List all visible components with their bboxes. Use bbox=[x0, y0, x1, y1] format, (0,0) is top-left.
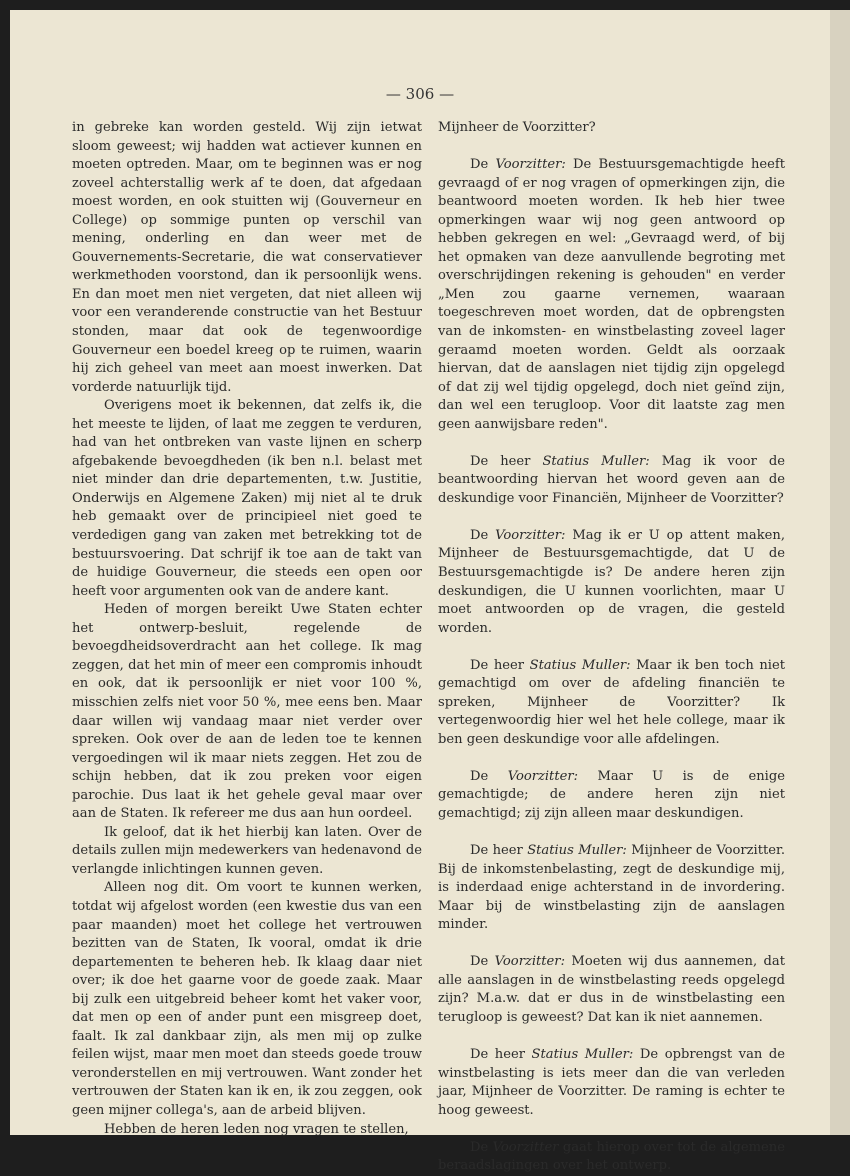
speaker-paragraph bbox=[438, 527, 785, 638]
speaker-paragraph bbox=[438, 657, 785, 750]
speaker-label: De heer bbox=[470, 843, 523, 859]
speaker-name: Statius Muller: bbox=[531, 1046, 634, 1062]
speaker-name: Statius Muller: bbox=[527, 843, 627, 859]
speaker-label: De heer bbox=[470, 453, 531, 469]
paragraph: Alleen nog dit. Om voort te kunnen werken, totdat wij afgelost worden (een kwestie dus van een paar maanden) moet het college het vertrouwen bezitten van de Staten, Ik vooral, omdat ik drie departementen te beheren heb. Ik klaag daar niet over; ik doe het gaarne voor de goede zaak. Maar bij zulk een uitgebreid beheer komt het vaker voor, dat men op een of ander punt een misgreep doet, faalt. Ik zal dankbaar zijn, als men mij op zulke feilen wijst, maar men moet dan steeds goede trouw veronderstellen en mij vertrouwen. Want zonder het vertrouwen der Staten kan ik en, ik zou zeggen, ook geen mijner collega's, aan de arbeid blijven. bbox=[72, 880, 422, 1118]
speaker-label: De bbox=[470, 527, 489, 543]
speech-text: gaat hierop over tot de algemene beraadslagingen over het ontwerp. bbox=[438, 1139, 785, 1174]
speaker-paragraph bbox=[438, 842, 785, 935]
speech-text: Moeten wij dus aannemen, dat alle aanslagen in de winstbelasting reeds opgelegd zijn? M.a.w. dat er dus in de winstbelasting een terugloop is geweest? Dat kan ik niet aannemen. bbox=[438, 954, 785, 1025]
speech-text: Mag ik er U op attent maken, Mijnheer de Bestuursgemachtigde, dat U de Bestuursgemachtigde is? De andere heren zijn deskundigen, die U kunnen voorlichten, maar U moet antwoorden op de vragen, die gesteld worden. bbox=[438, 527, 785, 636]
speaker-label: De bbox=[470, 157, 489, 173]
paragraph: Ik geloof, dat ik het hierbij kan laten. Over de details zullen mijn medewerkers van hedenavond de verlangde inlichtingen kunnen geven. bbox=[72, 824, 422, 877]
speaker-paragraph bbox=[438, 453, 785, 509]
speaker-paragraph bbox=[438, 768, 785, 824]
right-column bbox=[438, 119, 785, 1176]
speaker-name: Voorzitter: bbox=[507, 768, 578, 784]
speech-text: De opbrengst van de winstbelasting is iets meer dan die van verleden jaar, Mijnheer de Voorzitter. De raming is echter te hoog geweest. bbox=[438, 1046, 785, 1118]
document-page bbox=[10, 10, 830, 1174]
speaker-label: De bbox=[470, 768, 489, 784]
speech-text: De Bestuursgemachtigde heeft gevraagd of er nog vragen of opmerkingen zijn, die beantwoord moeten worden. Ik heb hier twee opmerkingen waar wij nog geen antwoord op hebben gekregen en wel: „Gevraagd werd, of bij het opmaken van deze aanvullende begroting met overschrijdingen rekening is gehouden" en verder „Men zou gaarne vernemen, waaraan toegeschreven moet worden, dat de opbrengsten van de inkomsten- en winstbelasting zoveel lager geraamd moeten worden. Geldt als oorzaak hiervan, dat de aanslagen niet tijdig zijn opgelegd of dat zij wel tijdig opgelegd, doch niet geïnd zijn, dan wel een terugloop. Voor dit laatste zag men geen aanwijsbare reden". bbox=[438, 157, 785, 432]
speaker-name: Voorzitter: bbox=[494, 954, 565, 970]
speaker-paragraph bbox=[438, 1139, 785, 1176]
speech-text: Mijnheer de Voorzitter. Bij de inkomstenbelasting, zegt de deskundige mij, is inderdaad enige achterstand in de invordering. Maar bij de winstbelasting zijn de aanslagen minder. bbox=[438, 843, 785, 933]
speaker-name: Statius Muller: bbox=[529, 657, 631, 673]
speaker-paragraph bbox=[438, 1046, 785, 1120]
speaker-name: Voorzitter: bbox=[495, 527, 566, 543]
page-number: — 306 — bbox=[385, 85, 455, 103]
paragraph: in gebreke kan worden gesteld. Wij zijn ietwat sloom geweest; wij hadden wat actiever kunnen en moeten optreden. Maar, om te beginnen was er nog zoveel achterstallig werk af te doen, dat afgedaan moest worden, en ook stuitten wij (Gouverneur en College) op sommige punten op verschil van mening, onderling en dan weer met de Gouvernements-Secretarie, die wat conservatiever werkmethoden voorstond, dan ik persoonlijk wens. En dan moet men niet vergeten, dat niet alleen wij voor een veranderende constructie van het Bestuur stonden, maar dat ook de tegenwoordige Gouverneur een boedel kreeg op te ruimen, waarin hij zich geheel van meet aan moest inwerken. Dat vorderde natuurlijk tijd. bbox=[72, 120, 422, 395]
speech-text: Mag ik voor de beantwoording hiervan het woord geven aan de deskundige voor Financiën, Mijnheer de Voorzitter? bbox=[438, 453, 785, 506]
speaker-name: Voorzitter bbox=[492, 1139, 559, 1155]
speech-text: Maar ik ben toch niet gemachtigd om over de afdeling financiën te spreken, Mijnheer de Voorzitter? Ik vertegenwoordig hier wel het hele college, maar ik ben geen deskundige voor alle afdelingen. bbox=[438, 657, 786, 747]
paragraph: Overigens moet ik bekennen, dat zelfs ik, die het meeste te lijden, of laat me zeggen te verduren, had van het ontbreken van vaste lijnen en scherp afgebakende bevoegdheden (ik ben n.l. belast met niet minder dan drie departementen, t.w. Justitie, Onderwijs en Algemene Zaken) mij niet al te druk heb gemaakt over de principieel niet goed te verdedigen gang van zaken met betrekking tot de bestuursvoering. Dat schrijf ik toe aan de takt van de huidige Gouverneur, die steeds een open oor heeft voor argumenten ook van de andere kant. bbox=[72, 398, 422, 599]
paragraph: Mijnheer de Voorzitter? bbox=[438, 120, 596, 135]
speaker-paragraph bbox=[438, 156, 785, 434]
paragraph: Hebben de heren leden nog vragen te stellen, bbox=[104, 1121, 409, 1137]
speaker-name: Voorzitter: bbox=[495, 157, 566, 173]
left-column bbox=[72, 119, 422, 1139]
paragraph: Heden of morgen bereikt Uwe Staten echter het ontwerp-besluit, regelende de bevoegdheidsoverdracht aan het college. Ik mag zeggen, dat het min of meer een compromis inhoudt en ook, dat ik persoonlijk er niet voor 100 %, misschien zelfs niet voor 50 %, mee eens ben. Maar daar willen wij vandaag maar niet verder over spreken. Ook over de aan de leden toe te kennen vergoedingen wil ik maar niets zeggen. Het zou de schijn hebben, dat ik zou preken voor eigen parochie. Dus laat ik het gehele geval maar over aan de Staten. Ik refereer me dus aan hun oordeel. bbox=[72, 602, 422, 822]
speaker-paragraph bbox=[438, 953, 785, 1027]
speaker-label: De heer bbox=[470, 657, 525, 673]
speaker-label: De heer bbox=[470, 1046, 525, 1062]
speaker-label: De bbox=[470, 954, 489, 970]
page-edge bbox=[830, 10, 850, 1135]
speaker-label: De bbox=[470, 1139, 489, 1155]
speaker-name: Statius Muller: bbox=[542, 453, 650, 469]
speech-text: Maar U is de enige gemachtigde; de andere heren zijn niet gemachtigd; zij zijn alleen maar deskundigen. bbox=[438, 768, 785, 821]
